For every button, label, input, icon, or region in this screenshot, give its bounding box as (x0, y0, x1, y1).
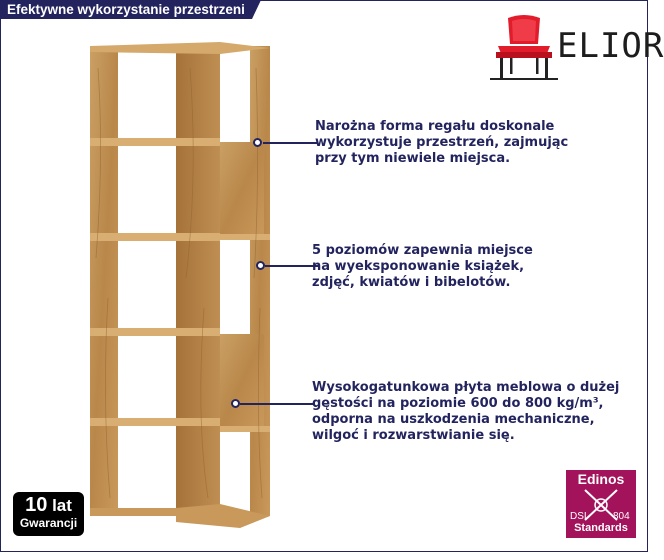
warranty-badge (13, 492, 84, 536)
callout-marker-2 (256, 261, 265, 270)
brand-name: ELIOR (557, 26, 664, 66)
certificate-badge (566, 470, 636, 538)
callout-marker-3 (231, 399, 240, 408)
callout-marker-1 (253, 138, 262, 147)
warranty-label: Gwarancji (19, 516, 78, 530)
callout-leader-3 (240, 403, 315, 405)
warranty-years: 10 (25, 494, 48, 516)
certificate-standard: Standards (574, 522, 628, 534)
callout-leader-1 (263, 142, 318, 144)
callout-text-1: Narożna forma regału doskonale wykorzystuje przestrzeń, zajmując przy tym niewiele miejsca. (315, 119, 569, 166)
callout-text-3: Wysokogatunkowa płyta meblowa o dużej gęstości na poziomie 600 do 800 kg/m³, odporna na uszkodzenia mechaniczne, wilgoć i rozwarstwianie się. (312, 380, 620, 443)
certificate-left: DSI (570, 511, 587, 522)
certificate-right: 804 (613, 511, 630, 522)
page-title: Efektywne wykorzystanie przestrzeni (0, 0, 252, 19)
warranty-unit: lat (52, 496, 72, 515)
corner-shelf-image (80, 38, 280, 538)
callout-text-2: 5 poziomów zapewnia miejsce na wyeksponowanie książek, zdjęć, kwiatów i bibelotów. (312, 243, 533, 290)
certificate-name: Edinos (577, 471, 625, 487)
